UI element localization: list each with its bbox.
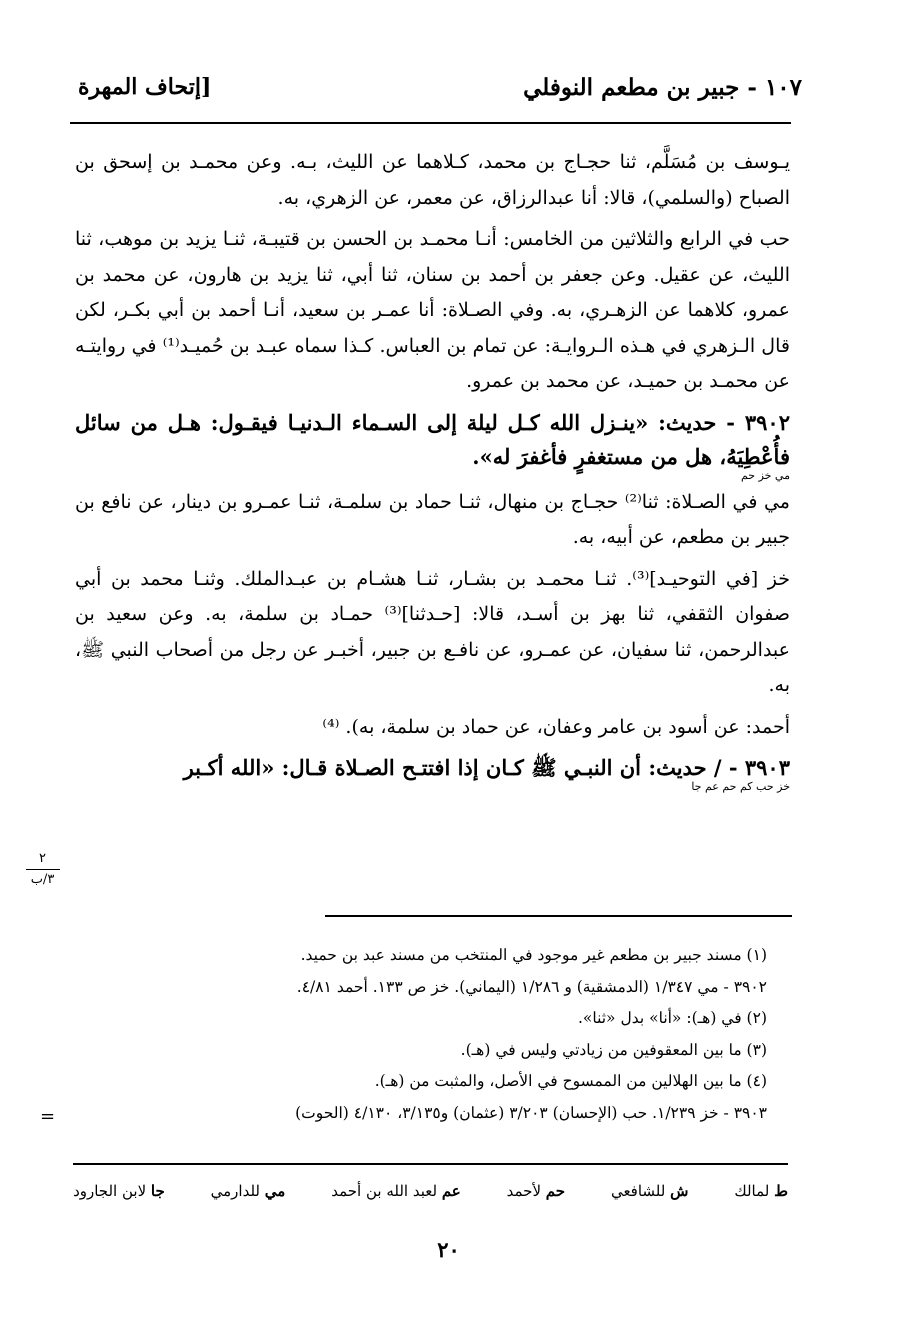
abbr-item: ط لمالك bbox=[734, 1182, 788, 1200]
hadith-3903 bbox=[75, 751, 790, 785]
paragraph-1: يـوسف بن مُسَلَّم، ثنا حجـاج بن محمد، كـلاهما عن الليث، بـه. وعن محمـد بن إسحق بن الصباح (والسلمي)، قالا: أنا عبدالرزاق، عن معمر، عن الزهري، به. bbox=[75, 151, 790, 209]
hadith-3902-sigla: مي خز حم bbox=[740, 468, 790, 482]
paragraph-5: أحمد: عن أسود بن عامر وعفان، عن حماد بن سلمة، به). ⁽⁴⁾ bbox=[322, 715, 790, 738]
header-rule bbox=[70, 122, 791, 124]
main-text bbox=[75, 145, 790, 793]
margin-folio-divider bbox=[26, 869, 60, 870]
hadith-3902 bbox=[75, 406, 790, 474]
footnotes bbox=[40, 940, 767, 1129]
margin-folio-note bbox=[15, 850, 70, 889]
footnote-rule bbox=[325, 915, 792, 917]
footnote-1: (١) مسند جبير بن مطعم غير موجود في المنتخب من مسند عبد بن حميد. bbox=[300, 946, 767, 964]
footnote-3: (٣) ما بين المعقوفين من زيادتي وليس في (هـ). bbox=[460, 1040, 767, 1059]
footnote-3902-sources: ٣٩٠٢ - مي ١/٣٤٧ (الدمشقية) و ١/٢٨٦ (اليماني). خز ص ١٣٣. أحمد ٤/٨١. bbox=[296, 977, 767, 996]
hadith-3903-text: ٣٩٠٣ - / حديث: أن النبـي ﷺ كـان إذا افتتـح الصـلاة قـال: «الله أكـبر bbox=[183, 755, 790, 780]
continuation-mark: = bbox=[40, 1106, 56, 1127]
abbr-item: حم لأحمد bbox=[506, 1182, 566, 1200]
paragraph-4: خز [في التوحيـد]⁽³⁾. ثنـا محمـد بن بشـار، ثنـا هشـام بن عبـدالملك. وثنـا محمد بن أبي صفوان الثقفي، ثنا بهز بن أسـد، قالا: [حـدثنا]⁽³⁾ حمـاد بن سلمة، به. وعن سعيد بن عبدالرحمن، ثنا سفيان، عن عمـرو، عن نافـع بن جبير، أخبـر عن رجل من أصحاب النبي ﷺ، به. bbox=[75, 567, 790, 696]
running-head-chapter: ١٠٧ - جبير بن مطعم النوفلي bbox=[523, 74, 802, 101]
running-head-book: [إتحاف المهرة bbox=[78, 74, 212, 100]
margin-folio-top: ٢ bbox=[39, 851, 46, 866]
abbr-item: ش للشافعي bbox=[610, 1182, 689, 1200]
hadith-3902-text: ٣٩٠٢ - حديث: «ينـزل الله كـل ليلة إلى السـماء الـدنيـا فيقـول: هـل من سائل فأُعْطِيَهُ، هل من مستغفرٍ فأغفرَ له». bbox=[75, 409, 790, 469]
paragraph-3: مي في الصـلاة: ثنا⁽²⁾ حجـاج بن منهال، ثنـا حماد بن سلمـة، ثنـا عمـرو بن دينار، عن نافع بن جبير بن مطعم، عن أبيه، به. bbox=[75, 490, 790, 548]
margin-folio-bottom: ٣/ب bbox=[30, 872, 55, 887]
abbreviation-rule bbox=[73, 1163, 788, 1165]
footnote-4: (٤) ما بين الهلالين من الممسوح في الأصل، والمثبت من (هـ). bbox=[374, 1072, 767, 1090]
abbr-item: جا لابن الجارود bbox=[73, 1182, 165, 1200]
page-number: ٢٠ bbox=[437, 1237, 460, 1262]
paragraph-2: حب في الرابع والثلاثين من الخامس: أنـا محمـد بن الحسن بن قتيبـة، ثنـا يزيد بن موهب، ثنا الليث، عن عقيل. وعن جعفر بن أحمد بن سنان، ثنا أبي، ثنا يزيد بن هارون، عن محمد بن عمرو، كلاهما عن الزهـري، به. وفي الصـلاة: أنا عمـر بن سعيد، أنـا أحمد بن أبي بكـر، لكن قال الـزهري في هـذه الـروايـة: عن تمام بن العباس. كـذا سماه عبـد بن حُميـد⁽¹⁾ في روايتـه عن محمـد بن حميـد، عن محمد بن عمرو. bbox=[75, 228, 790, 392]
abbr-item: عم لعبد الله بن أحمد bbox=[331, 1182, 461, 1200]
footnote-2: (٢) في (هـ): «أنا» بدل «ثنا». bbox=[577, 1009, 767, 1027]
footnote-3903-sources: ٣٩٠٣ - خز ١/٢٣٩. حب (الإحسان) ٣/٢٠٣ (عثمان) و٣/١٣٥، ٤/١٣٠ (الحوت) bbox=[295, 1103, 767, 1122]
abbreviation-key bbox=[73, 1182, 788, 1200]
hadith-3903-sigla: خز حب كم حم عم جا bbox=[691, 780, 790, 793]
abbr-item: مي للدارمي bbox=[210, 1182, 286, 1200]
